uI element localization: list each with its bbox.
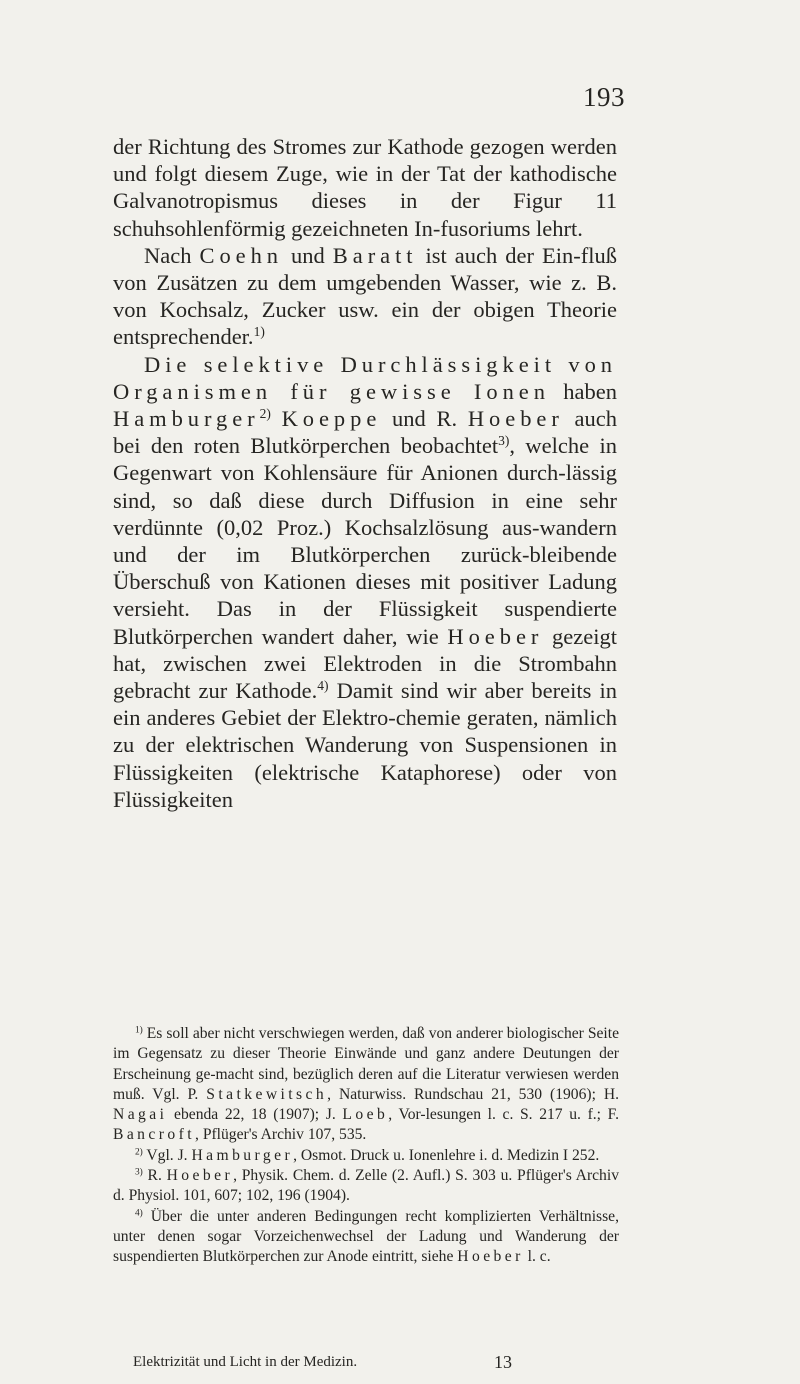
footnote-mark: 4) — [135, 1208, 143, 1219]
page-footer — [133, 1354, 553, 1371]
author-name: Coehn — [199, 242, 283, 268]
footnote-mark: 1) — [135, 1025, 143, 1036]
paragraph-2: Nach Coehn und Baratt ist auch der Ein-fluß von Zusätzen zu dem umgebenden Wasser, wie z. B. von Kochsalz, Zucker usw. ein der obigen Theorie entsprechender.$^{1)}$ — [113, 242, 617, 350]
footnote-ref: 4) — [317, 677, 329, 693]
footnotes — [113, 1024, 619, 1268]
author-name: Hamburger — [191, 1146, 294, 1164]
footnote-ref: 3) — [498, 433, 510, 449]
page-number: 193 — [583, 82, 625, 112]
emphasized-heading: Die selektive Durchlässigkeit von Organismen für gewisse Ionen — [113, 351, 617, 404]
author-name: Hoeber — [467, 406, 564, 432]
paragraph-3: Die selektive Durchlässigkeit von Organismen für gewisse Ionen haben Hamburger$^{2)}$ Koeppe und R. Hoeber auch bei den roten Blutkörperchen beobachtet$^{3)}$, welche in Gegenwart von Kohlensäure für Anionen durch-lässig sind, so daß diese durch Diffusion in eine sehr verdünnte (0,02 Proz.) Kochsalzlösung aus-wandern und der im Blutkörperchen zurück-bleibende Überschuß von Kationen dieses mit positiver Ladung versieht. Das in der Flüssigkeit suspendierte Blutkörperchen wandert daher, wie Hoeber gezeigt hat, zwischen zwei Elektroden in die Strombahn gebracht zur Kathode.$^{4)}$ Damit sind wir aber bereits in ein anderes Gebiet der Elektro-chemie geraten, nämlich zu der elektrischen Wanderung von Suspensionen in Flüssigkeiten (elektrische Kataphorese) oder von Flüssigkeiten — [113, 351, 618, 812]
author-name: Statkewitsch — [206, 1085, 328, 1103]
author-name: Baratt — [332, 242, 418, 268]
footnote-ref: 2) — [259, 405, 271, 421]
book-title: Elektrizität und Licht in der Medizin. — [133, 1354, 358, 1370]
footnote-1: $^{1)}$ Es soll aber nicht verschwiegen werden, daß von anderer biologischer Seite im Gegensatz zu dieser Theorie Einwände und ganz andere Deutungen der Erscheinung ge-macht sind, bezüglich deren auf die Literatur verwiesen werden muß. Vgl. P. Statkewitsch, Naturwiss. Rundschau 21, 530 (1906); H. Nagai ebenda 22, 18 (1907); J. Loeb, Vor-lesungen l. c. S. 217 u. f.; F. Bancroft, Pflüger's Archiv 107, 535. — [113, 1025, 619, 1144]
author-name: Hoeber — [457, 1248, 524, 1266]
footnote-ref: 1) — [253, 324, 265, 340]
author-name: Nagai — [113, 1106, 168, 1124]
author-name: Bancroft — [113, 1126, 196, 1144]
author-name: Hamburger — [113, 406, 260, 432]
author-name: Koeppe — [281, 406, 382, 432]
author-name: Hoeber — [447, 623, 544, 649]
author-name: Hoeber — [166, 1167, 234, 1185]
main-text — [113, 133, 617, 813]
author-name: Loeb — [342, 1106, 389, 1124]
signature-mark: 13 — [494, 1352, 512, 1372]
footnote-mark: 2) — [135, 1147, 143, 1158]
footnote-3: $^{3)}$ R. Hoeber, Physik. Chem. d. Zelle (2. Aufl.) S. 303 u. Pflüger's Archiv d. Physiol. 101, 607; 102, 196 (1904). — [113, 1167, 619, 1205]
paragraph-1: der Richtung des Stromes zur Kathode gezogen werden und folgt diesem Zuge, wie in der Tat der kathodische Galvanotropismus dieses in der Figur 11 schuhsohlenförmig gezeichneten In-fusoriums lehrt. — [113, 134, 617, 241]
footnote-mark: 3) — [135, 1167, 143, 1178]
footnote-2: $^{2)}$ Vgl. J. Hamburger, Osmot. Druck u. Ionenlehre i. d. Medizin I 252. — [135, 1146, 600, 1164]
footnote-4: $^{4)}$ Über die unter anderen Bedingungen recht komplizierten Verhältnisse, unter denen sogar Vorzeichenwechsel der Ladung und Wanderung der suspendierten Blutkörperchen zur Anode eintritt, siehe Hoeber l. c. — [113, 1207, 619, 1266]
